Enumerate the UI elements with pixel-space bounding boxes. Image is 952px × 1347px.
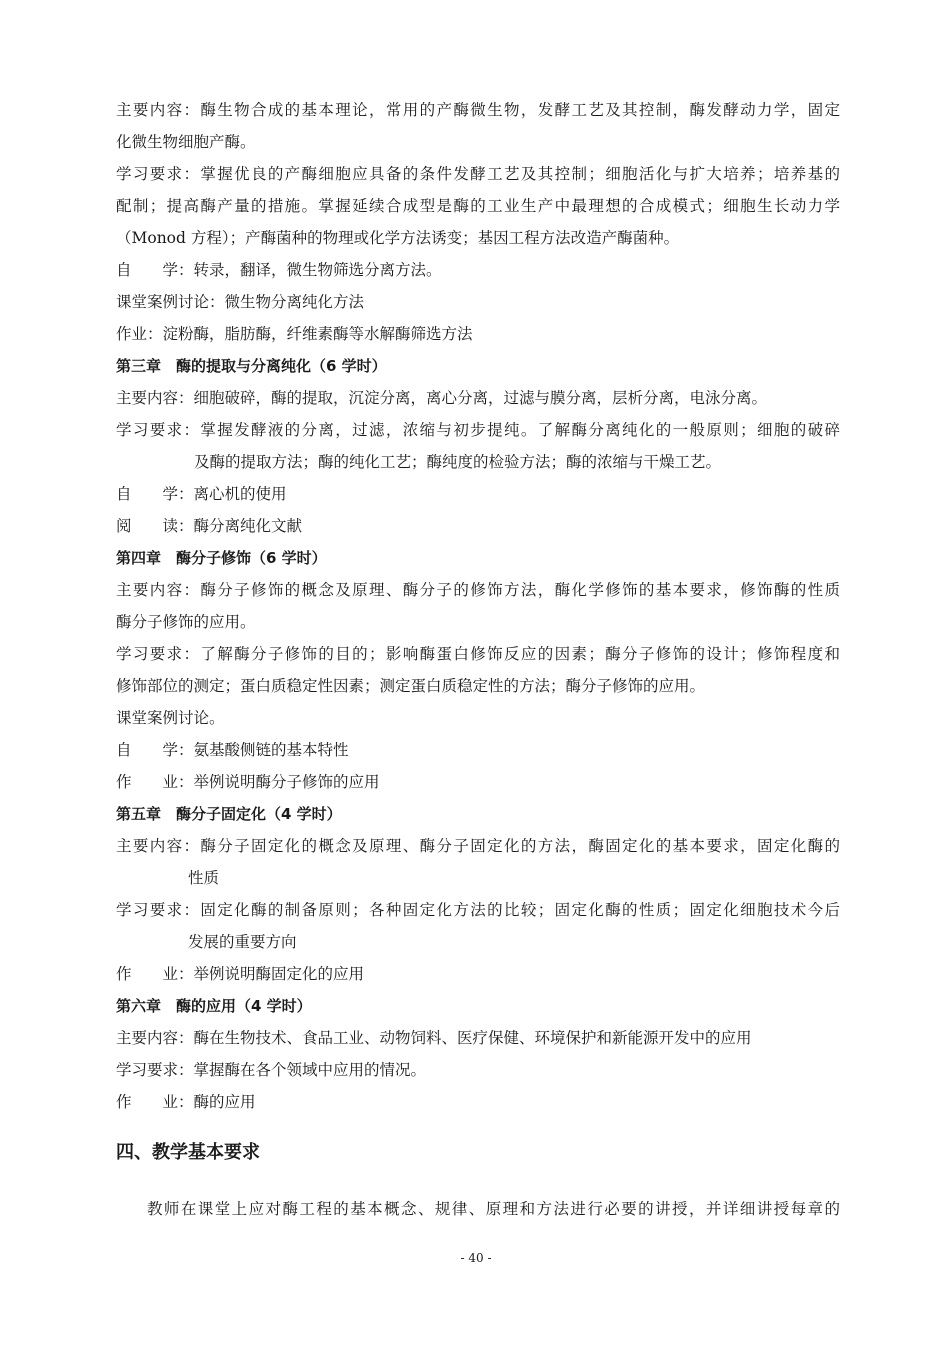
text-line: 主要内容：酶在生物技术、食品工业、动物饲料、医疗保健、环境保护和新能源开发中的应用 [116, 1029, 752, 1047]
text-line: 发展的重要方向 [188, 933, 297, 951]
text-line: 阅 读：酶分离纯化文献 [116, 517, 303, 535]
text-line: 学习要求：掌握酶在各个领域中应用的情况。 [116, 1061, 427, 1079]
text-line: 酶分子修饰的应用。 [116, 613, 256, 631]
text-line: 学习要求：固定化酶的制备原则；各种固定化方法的比较；固定化酶的性质；固定化细胞技术今后 [116, 901, 840, 919]
text-line: 自 学：氨基酸侧链的基本特性 [116, 741, 349, 759]
text-line: 主要内容：酶分子修饰的概念及原理、酶分子的修饰方法，酶化学修饰的基本要求，修饰酶的性质 [116, 581, 840, 599]
text-line: 作 业：举例说明酶固定化的应用 [116, 965, 365, 983]
chapter-heading: 第五章 酶分子固定化（4 学时） [116, 805, 342, 823]
text-line: 自 学：离心机的使用 [116, 485, 287, 503]
text-line: 学习要求：掌握发酵液的分离，过滤，浓缩与初步提纯。了解酶分离纯化的一般原则；细胞的破碎 [116, 421, 840, 439]
text-line: 及酶的提取方法；酶的纯化工艺；酶纯度的检验方法；酶的浓缩与干燥工艺。 [194, 453, 722, 471]
text-line: 课堂案例讨论：微生物分离纯化方法 [116, 293, 365, 311]
text-line: 课堂案例讨论。 [116, 709, 225, 727]
text-line: （Monod 方程）；产酶菌种的物理或化学方法诱变；基因工程方法改造产酶菌种。 [116, 229, 680, 247]
text-line: 学习要求：了解酶分子修饰的目的；影响酶蛋白修饰反应的因素；酶分子修饰的设计；修饰程度和 [116, 645, 840, 663]
chapter-heading: 第四章 酶分子修饰（6 学时） [116, 549, 327, 567]
text-line: 配制；提高酶产量的措施。掌握延续合成型是酶的工业生产中最理想的合成模式；细胞生长动力学 [116, 197, 840, 215]
page-number: - 40 - [460, 1251, 492, 1265]
text-line: 自 学：转录，翻译，微生物筛选分离方法。 [116, 261, 442, 279]
text-line: 主要内容：酶分子固定化的概念及原理、酶分子固定化的方法，酶固定化的基本要求，固定化酶的 [116, 837, 840, 855]
text-line: 作业：淀粉酶，脂肪酶，纤维素酶等水解酶筛选方法 [116, 325, 473, 343]
text-line: 主要内容：细胞破碎，酶的提取，沉淀分离，离心分离，过滤与膜分离，层析分离，电泳分离。 [116, 389, 768, 407]
syllabus-body [116, 94, 840, 1118]
chapter-heading: 第六章 酶的应用（4 学时） [116, 997, 312, 1015]
paragraph: 教师在课堂上应对酶工程的基本概念、规律、原理和方法进行必要的讲授，并详细讲授每章的 [147, 1200, 840, 1218]
chapter-heading: 第三章 酶的提取与分离纯化（6 学时） [116, 357, 387, 375]
text-line: 性质 [188, 869, 220, 887]
text-line: 修饰部位的测定；蛋白质稳定性因素；测定蛋白质稳定性的方法；酶分子修饰的应用。 [116, 677, 706, 695]
text-line: 化微生物细胞产酶。 [116, 133, 256, 151]
text-line: 学习要求：掌握优良的产酶细胞应具备的条件发酵工艺及其控制；细胞活化与扩大培养；培养基的 [116, 165, 840, 183]
text-line: 作 业：举例说明酶分子修饰的应用 [116, 773, 380, 791]
text-line: 作 业：酶的应用 [116, 1093, 256, 1111]
text-line: 主要内容：酶生物合成的基本理论，常用的产酶微生物，发酵工艺及其控制，酶发酵动力学，固定 [116, 101, 840, 119]
section-title: 四、教学基本要求 [116, 1142, 260, 1163]
